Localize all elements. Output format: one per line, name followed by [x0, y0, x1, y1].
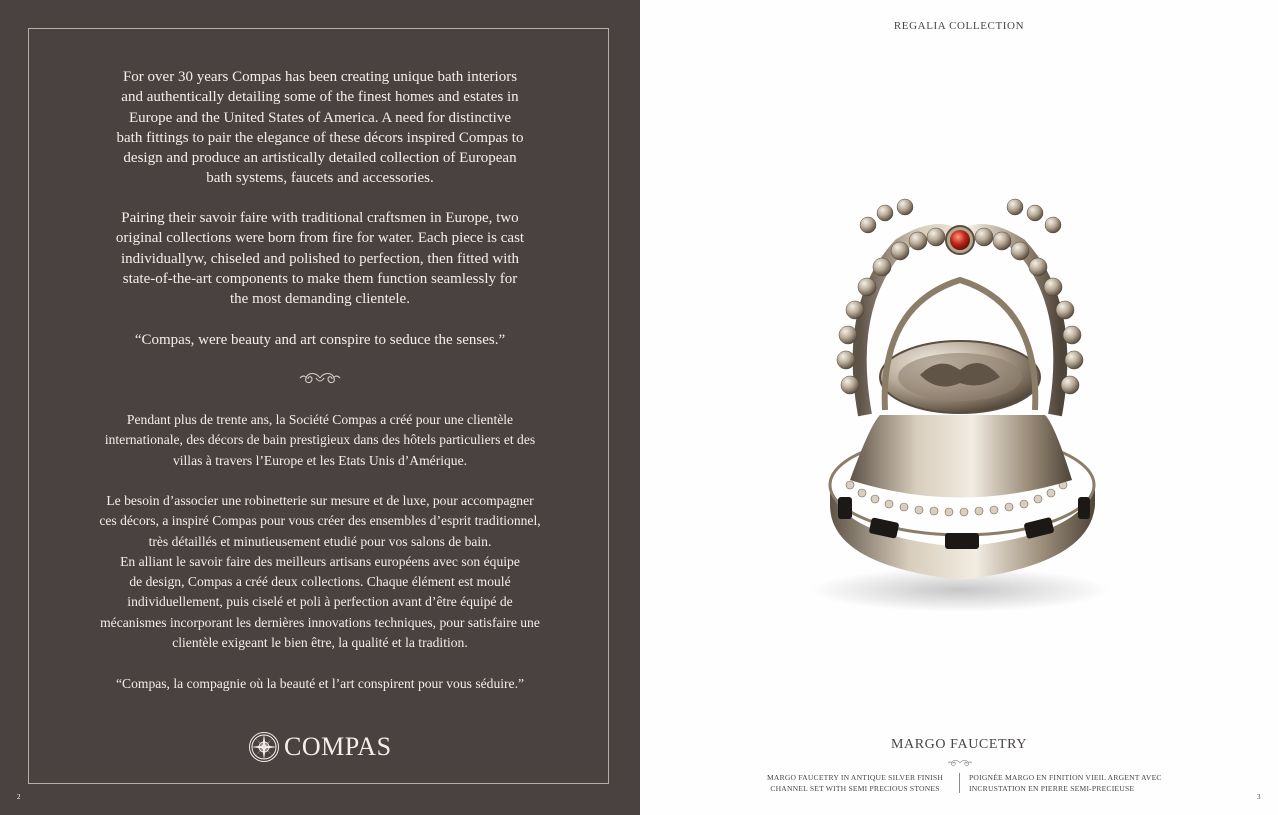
scroll-ornament-icon	[947, 758, 973, 768]
quote-fr: “Compas, la compagnie où la beauté et l’art conspirent pour vous séduire.”	[115, 676, 525, 691]
logo-wordmark: COMPAS	[284, 732, 392, 761]
page-number-left: 2	[17, 793, 21, 801]
intro-paragraph-fr: Pendant plus de trente ans, la Société Compas a créé pour une clientèle internationale, des décors de bain prestigieux dans des hôtels particuliers et des villas à travers l’Europe et les Etats Unis d’Amérique.	[104, 412, 536, 468]
compass-rose-icon	[248, 731, 280, 763]
collection-header: REGALIA COLLECTION	[893, 20, 1025, 32]
caption-french: POIGNÉE MARGO EN FINITION VIEIL ARGENT AVEC INCRUSTATION EN PIERRE SEMI-PRECIEUSE	[969, 773, 1162, 793]
craft-paragraph-fr: Le besoin d’associer une robinetterie sur mesure et de luxe, pour accompagner ces décors, a inspiré Compas pour vous créer des ensembles d’esprit traditionnel, très détaillés et minutieusement etudié pour vos salons de bain. En alliant le savoir faire des meilleurs artisans européens avec son équipe de design, Compas a créé deux collections. Chaque élément est moulé individuellement, puis ciselé et poli à perfection avant d’être équipé de mécanismes incorporant les dernières innovations techniques, pour satisfaire une clientèle exigeant le bien être, la qualité et la tradition.	[99, 493, 541, 651]
product-title: MARGO FAUCETRY	[890, 737, 1028, 752]
intro-paragraph-en: For over 30 years Compas has been creating unique bath interiors and authentically detailing some of the finest homes and estates in Europe and the United States of America. A need for distinctive bath fittings to pair the elegance of these décors inspired Compas to design and produce an artistically detailed collection of European bath systems, faucets and accessories.	[116, 69, 524, 187]
quote-en: “Compas, were beauty and art conspire to seduce the senses.”	[134, 332, 506, 348]
caption-divider	[959, 773, 960, 793]
caption-english: MARGO FAUCETRY IN ANTIQUE SILVER FINISH CHANNEL SET WITH SEMI PRECIOUS STONES	[766, 773, 944, 793]
compas-logo	[248, 730, 392, 764]
page-number-right: 3	[1257, 793, 1261, 801]
scroll-ornament-icon	[298, 370, 342, 386]
craft-paragraph-en: Pairing their savoir faire with traditional craftsmen in Europe, two original collections were born from fire for water. Each piece is cast individuallyw, chiseled and polished to perfection, then fitted with state-of-the-art components to make them function seamlessly for the most demanding clientele.	[115, 210, 525, 308]
right-page	[640, 0, 1278, 815]
margo-faucet-handle-image	[810, 185, 1110, 615]
